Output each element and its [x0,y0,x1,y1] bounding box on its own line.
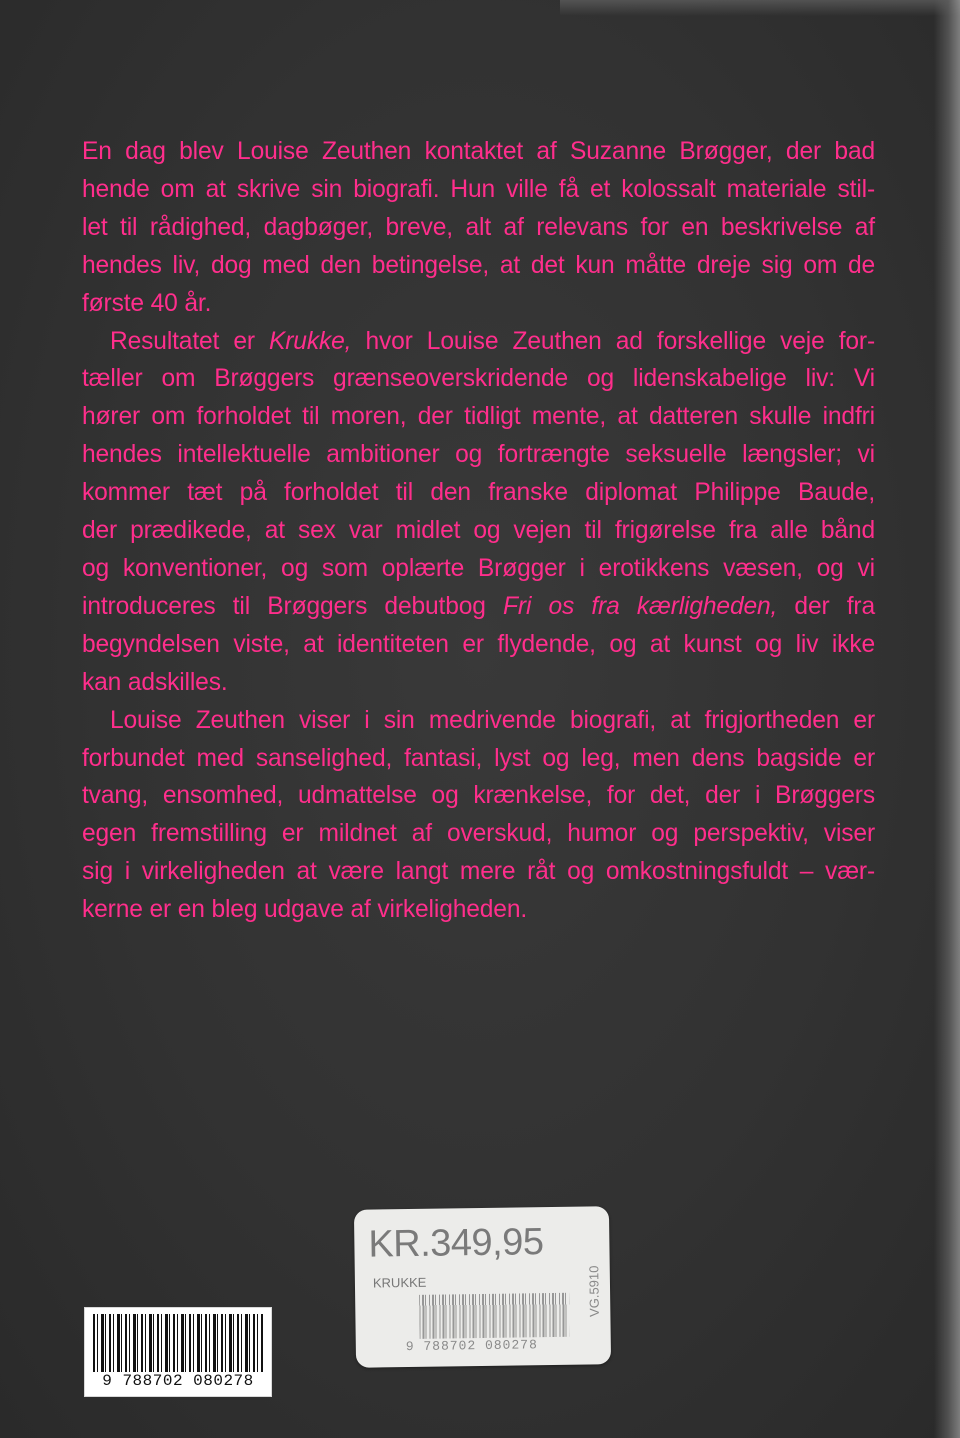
text-line: kan adskilles. [82,668,228,696]
text-line: og konventioner, og som oplærte Brøgger i erotikkens væsen, og vi [82,554,875,582]
text-line: hendes intellektuelle ambitioner og fortrængte seksuelle længsler; vi [82,441,875,469]
book-title-italic: Krukke, [269,327,352,355]
barcode-bars [93,1314,263,1372]
cover-top-edge [560,0,960,16]
text-line: hende om at skrive sin biografi. Hun ville få et kolossalt materiale stil- [82,175,875,203]
sticker-barcode-bars [419,1293,570,1339]
blurb-paragraph-1 [82,133,875,323]
text-line: første 40 år. [82,289,212,317]
text-line: let til rådighed, dagbøger, breve, alt af relevans for en beskrivelse af [82,213,875,241]
isbn-barcode [84,1307,272,1397]
text-run: hvor Louise Zeuthen ad forskellige veje for- [351,327,875,355]
text-line: tvang, ensomhed, udmattelse og krænkelse, for det, der i Brøggers [82,782,875,810]
text-line: tæller om Brøggers grænseoverskridende og lidenskabelige liv: Vi [82,365,875,393]
text-run: der fra [777,592,875,620]
text-line: kommer tæt på forholdet til den franske diplomat Philippe Baude, [82,479,875,507]
text-run: introduceres til Brøggers debutbog [82,592,504,620]
isbn-number: 9 788702 080278 [102,1372,254,1390]
text-line: hendes liv, dog med den betingelse, at det kun måtte dreje sig om de [82,251,875,279]
text-line: En dag blev Louise Zeuthen kontaktet af Suzanne Brøgger, der bad [82,138,875,165]
text-line: kerne er en bleg udgave af virkeligheden. [82,896,528,924]
text-line: Louise Zeuthen viser i sin medrivende biografi, at frigjortheden er [110,706,875,734]
text-line: egen fremstilling er mildnet af overskud, humor og perspektiv, viser [82,820,875,848]
text-line [82,323,875,361]
text-line: begyndelsen viste, at identiteten er flydende, og at kunst og liv ikke [82,630,875,658]
text-line: sig i virkeligheden at være langt mere råt og omkostningsfuldt – vær- [82,858,875,886]
sticker-code: VG.5910 [586,1265,602,1318]
text-line: der prædikede, at sex var midlet og vejen til frigørelse fra alle bånd [82,517,875,545]
price-sticker [354,1206,611,1368]
price-label: KR.349,95 [368,1221,544,1266]
text-line: forbundet med sanselighed, fantasi, lyst og leg, men dens bagside er [82,744,875,772]
text-run: Resultatet er [110,327,270,355]
blurb-paragraph-2 [82,323,875,702]
sticker-ean: 9 788702 080278 [405,1337,538,1355]
sticker-book-title: KRUKKE [372,1274,427,1291]
text-line [82,588,875,626]
text-line: hører om forholdet til moren, der tidligt mente, at datteren skulle indfri [82,403,875,431]
cover-right-edge [934,0,960,1438]
debut-title-italic: Fri os fra kærligheden, [503,592,778,620]
back-cover-blurb [82,133,875,929]
blurb-paragraph-3 [82,702,875,929]
